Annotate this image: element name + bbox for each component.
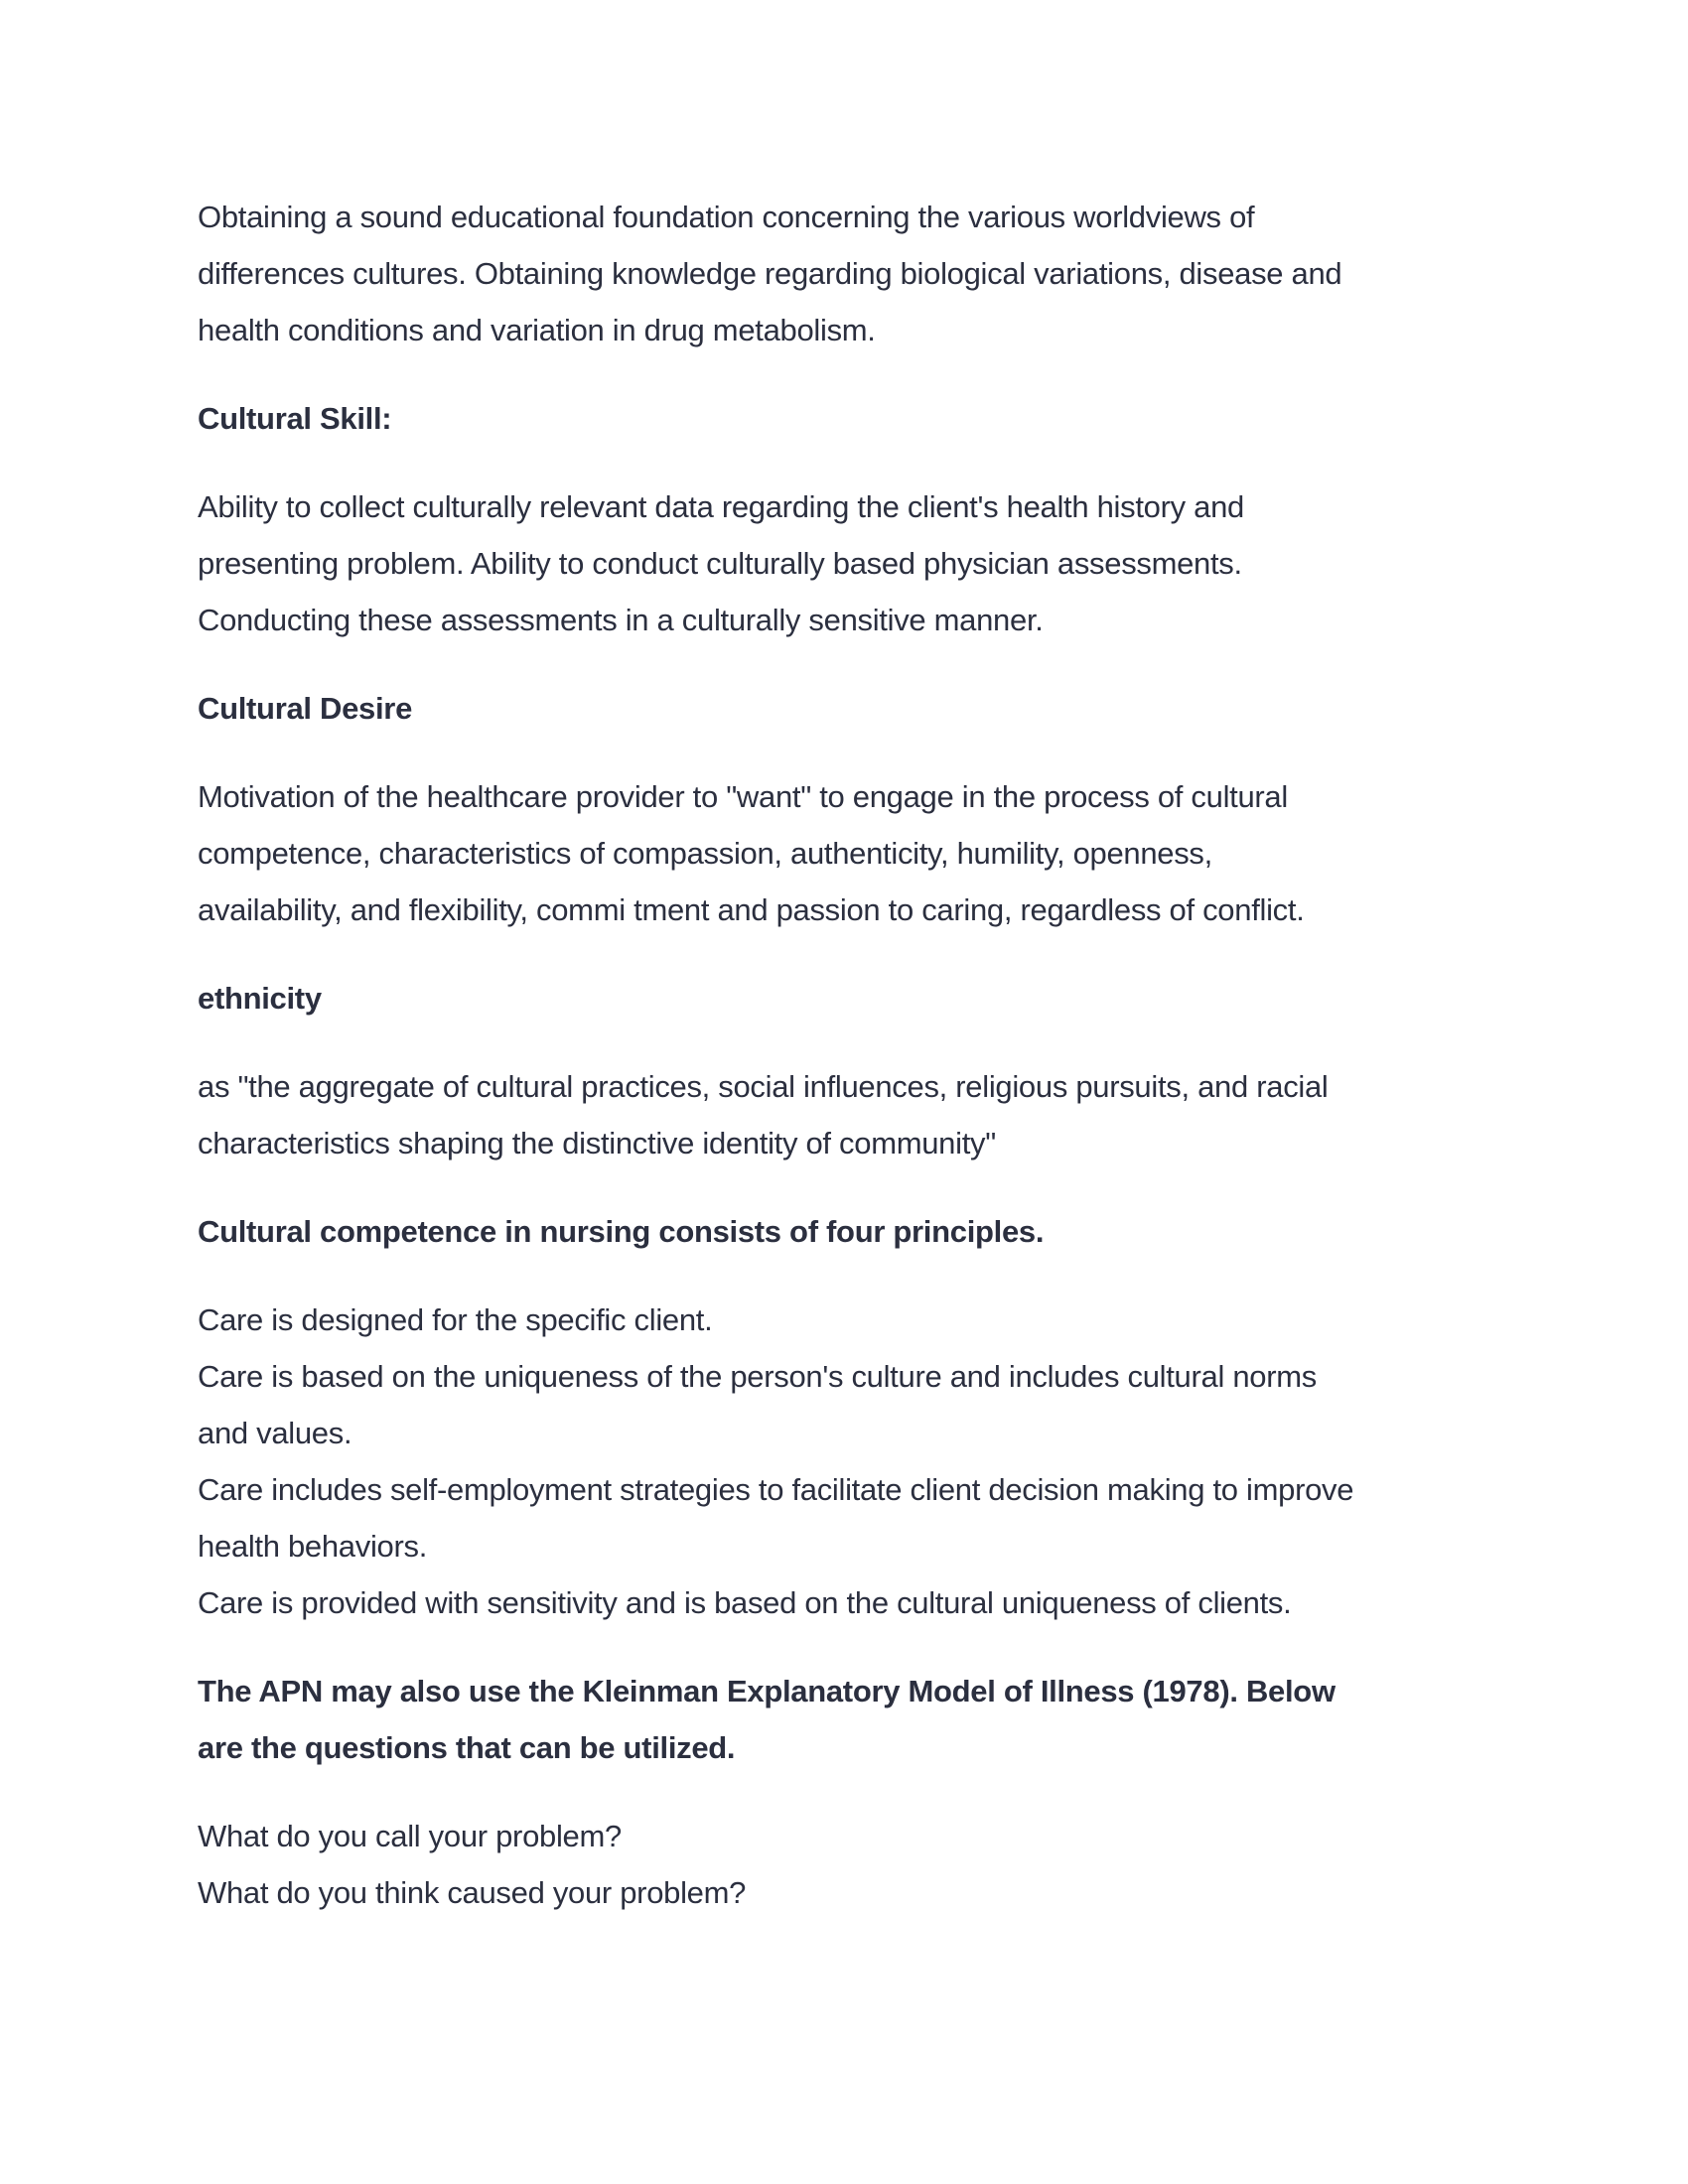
text-line: Care is based on the uniqueness of the person's culture and includes cultural norms bbox=[198, 1359, 1317, 1394]
section-heading bbox=[198, 390, 1508, 447]
text-line: and values. bbox=[198, 1416, 352, 1450]
text-line: availability, and flexibility, commi tment and passion to caring, regardless of conflict. bbox=[198, 892, 1305, 927]
text-line: Care includes self-employment strategies to facilitate client decision making to improve bbox=[198, 1472, 1354, 1507]
text-line: Cultural Desire bbox=[198, 691, 413, 726]
text-line: What do you call your problem? bbox=[198, 1819, 622, 1853]
text-line: as "the aggregate of cultural practices, social influences, religious pursuits, and racial bbox=[198, 1069, 1329, 1104]
text-line: presenting problem. Ability to conduct culturally based physician assessments. bbox=[198, 546, 1242, 581]
text-line: health behaviors. bbox=[198, 1529, 428, 1564]
text-line: competence, characteristics of compassion, authenticity, humility, openness, bbox=[198, 836, 1212, 871]
text-line: Cultural Skill: bbox=[198, 401, 392, 436]
text-line: are the questions that can be utilized. bbox=[198, 1730, 736, 1765]
text-line: The APN may also use the Kleinman Explanatory Model of Illness (1978). Below bbox=[198, 1674, 1336, 1708]
text-line: What do you think caused your problem? bbox=[198, 1875, 747, 1910]
paragraph bbox=[198, 189, 1508, 358]
paragraph bbox=[198, 478, 1508, 648]
section-heading bbox=[198, 1663, 1508, 1776]
text-line: characteristics shaping the distinctive identity of community" bbox=[198, 1126, 996, 1160]
paragraph bbox=[198, 1058, 1508, 1171]
text-line: Care is designed for the specific client. bbox=[198, 1302, 713, 1337]
text-line: Care is provided with sensitivity and is based on the cultural uniqueness of clients. bbox=[198, 1585, 1292, 1620]
paragraph bbox=[198, 768, 1508, 938]
paragraph bbox=[198, 1808, 1508, 1921]
text-line: ethnicity bbox=[198, 981, 322, 1016]
text-line: differences cultures. Obtaining knowledge regarding biological variations, disease and bbox=[198, 256, 1342, 291]
paragraph bbox=[198, 1292, 1508, 1631]
text-line: Obtaining a sound educational foundation concerning the various worldviews of bbox=[198, 200, 1255, 234]
document-body bbox=[198, 189, 1508, 1953]
text-line: health conditions and variation in drug metabolism. bbox=[198, 313, 876, 347]
text-line: Cultural competence in nursing consists of four principles. bbox=[198, 1214, 1045, 1249]
text-line: Motivation of the healthcare provider to "want" to engage in the process of cultural bbox=[198, 779, 1288, 814]
text-line: Ability to collect culturally relevant data regarding the client's health history and bbox=[198, 489, 1244, 524]
text-line: Conducting these assessments in a culturally sensitive manner. bbox=[198, 603, 1044, 637]
section-heading bbox=[198, 1203, 1508, 1260]
section-heading bbox=[198, 680, 1508, 737]
section-heading bbox=[198, 970, 1508, 1026]
